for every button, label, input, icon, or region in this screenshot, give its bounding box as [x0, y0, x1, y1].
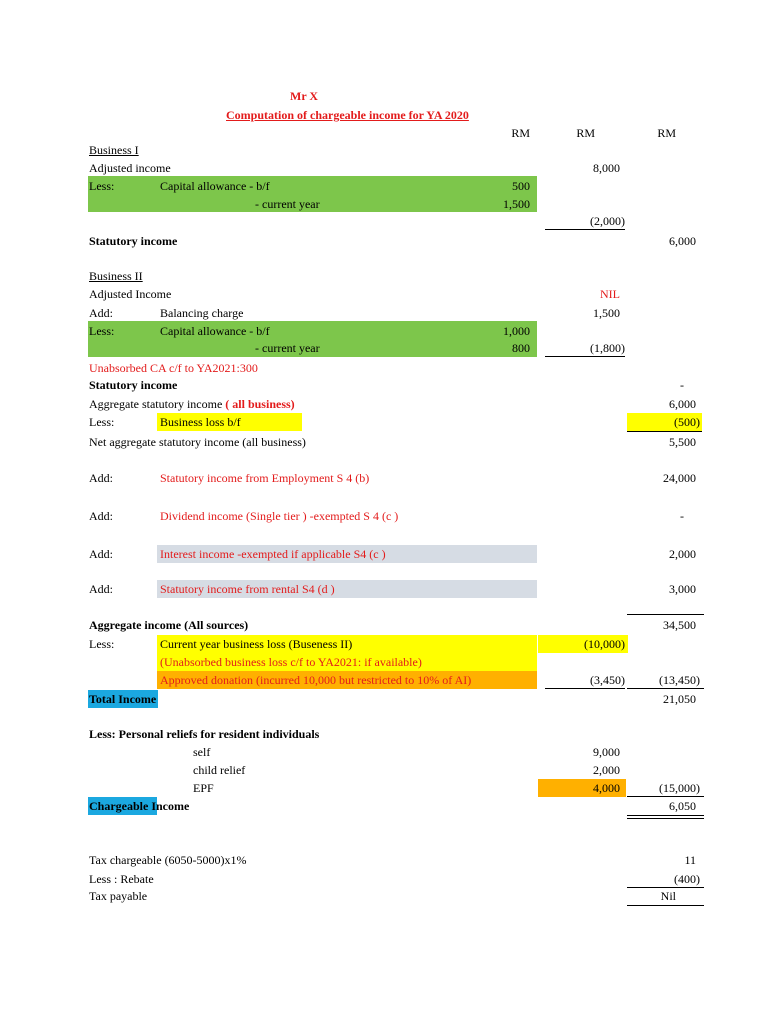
net-asi-value: 5,500 [669, 435, 696, 449]
rm-col3-header: RM [657, 126, 676, 140]
asi-note: ( all business) [225, 397, 295, 411]
relief-child-value: 2,000 [593, 763, 620, 777]
biz2-statutory-value: - [680, 378, 684, 392]
biz2-ca-bf-value: 1,000 [503, 324, 530, 338]
chargeable-income-label [89, 798, 189, 814]
biz2-statutory-label: Statutory income [89, 378, 178, 392]
biz1-ca-cy-value: 1,500 [503, 197, 530, 211]
tax-chargeable-value: 11 [684, 853, 696, 867]
biz1-less: Less: [89, 179, 115, 193]
deductions-total-line [627, 688, 704, 689]
dividend-label: Dividend income (Single tier ) -exempted S 4 (c ) [160, 509, 399, 523]
asi-value: 6,000 [669, 397, 696, 411]
biz1-ca-total: (2,000) [590, 214, 625, 228]
unabsorbed-loss-note: (Unabsorbed business loss c/f to YA2021: if available) [160, 655, 422, 669]
biz2-adjusted-value: NIL [600, 287, 620, 301]
rebate-value: (400) [674, 872, 700, 886]
biz1-statutory-label: Statutory income [89, 234, 178, 248]
biz2-add: Add: [89, 306, 113, 320]
chargeable-income-value: 6,050 [669, 799, 696, 813]
reliefs-heading: Less: Personal reliefs for resident individuals [89, 727, 320, 741]
tax-payable-line [627, 905, 704, 906]
chargeable-double-line-1 [627, 815, 704, 816]
donation-value: (3,450) [590, 673, 625, 687]
employment-label: Statutory income from Employment S 4 (b) [160, 471, 370, 485]
biz2-adjusted-label: Adjusted Income [89, 287, 172, 301]
tax-payable-value: Nil [660, 889, 676, 903]
business-loss-line [627, 431, 702, 432]
biz1-adjusted-label: Adjusted income [89, 161, 171, 175]
rental-value: 3,000 [669, 582, 696, 596]
biz2-ca-total: (1,800) [590, 341, 625, 355]
business-1-label: Business I [89, 143, 139, 157]
biz1-ca-cy-label: - current year [255, 197, 320, 211]
interest-value: 2,000 [669, 547, 696, 561]
asi-less: Less: [89, 415, 115, 429]
net-asi-label: Net aggregate statutory income (all business) [89, 435, 306, 449]
biz2-ca-total-line [545, 356, 625, 357]
biz1-ca-total-line [545, 229, 625, 230]
relief-child-label: child relief [193, 763, 246, 777]
donation-label: Approved donation (incurred 10,000 but restricted to 10% of AI) [160, 673, 472, 687]
asi-row [89, 396, 295, 412]
biz2-ca-cy-value: 800 [512, 341, 530, 355]
reliefs-total-line [627, 796, 704, 797]
biz2-less: Less: [89, 324, 115, 338]
employment-prefix: Add: [89, 471, 113, 485]
relief-self-label: self [193, 745, 211, 759]
interest-label: Interest income -exempted if applicable S4 (c ) [160, 547, 386, 561]
ai-less: Less: [89, 637, 115, 651]
relief-self-value: 9,000 [593, 745, 620, 759]
chargeable-label-a: Chargeable [89, 799, 149, 813]
donation-line [545, 688, 625, 689]
rm-col1-header: RM [511, 126, 530, 140]
biz2-ca-bf-label: Capital allowance - b/f [160, 324, 270, 338]
business-2-label: Business II [89, 269, 143, 283]
rental-label: Statutory income from rental S4 (d ) [160, 582, 335, 596]
biz1-ca-bf-value: 500 [512, 179, 530, 193]
taxpayer-name: Mr X [290, 89, 319, 103]
asi-label: Aggregate statutory income [89, 397, 223, 411]
reliefs-total: (15,000) [659, 781, 700, 795]
biz2-balancing-value: 1,500 [593, 306, 620, 320]
biz2-balancing-label: Balancing charge [160, 306, 244, 320]
employment-value: 24,000 [663, 471, 696, 485]
rental-prefix: Add: [89, 582, 113, 596]
biz1-statutory-value: 6,000 [669, 234, 696, 248]
page-title: Computation of chargeable income for YA 2020 [226, 108, 469, 122]
total-income-value: 21,050 [663, 692, 696, 706]
interest-prefix: Add: [89, 547, 113, 561]
biz1-adjusted-value: 8,000 [593, 161, 620, 175]
aggregate-income-label: Aggregate income (All sources) [89, 618, 249, 632]
rm-col2-header: RM [576, 126, 595, 140]
aggregate-income-line [627, 614, 704, 615]
deductions-total: (13,450) [659, 673, 700, 687]
dividend-prefix: Add: [89, 509, 113, 523]
business-loss-label: Business loss b/f [160, 415, 241, 429]
total-income-label: Total Income [89, 692, 157, 706]
dividend-value: - [680, 509, 684, 523]
business-loss-value: (500) [674, 415, 700, 429]
biz2-ca-cy-label: - current year [255, 341, 320, 355]
aggregate-income-value: 34,500 [663, 618, 696, 632]
rebate-label: Less : Rebate [89, 872, 154, 886]
relief-epf-label: EPF [193, 781, 214, 795]
cy-loss-label: Current year business loss (Buseness II) [160, 637, 353, 651]
biz1-ca-bf-label: Capital allowance - b/f [160, 179, 270, 193]
chargeable-label-b: Income [148, 799, 190, 813]
chargeable-double-line-2 [627, 818, 704, 819]
cy-loss-value: (10,000) [584, 637, 625, 651]
biz2-unabsorbed-note: Unabsorbed CA c/f to YA2021:300 [89, 361, 258, 375]
tax-payable-label: Tax payable [89, 889, 148, 903]
relief-epf-value: 4,000 [593, 781, 620, 795]
tax-chargeable-label: Tax chargeable (6050-5000)x1% [89, 853, 247, 867]
